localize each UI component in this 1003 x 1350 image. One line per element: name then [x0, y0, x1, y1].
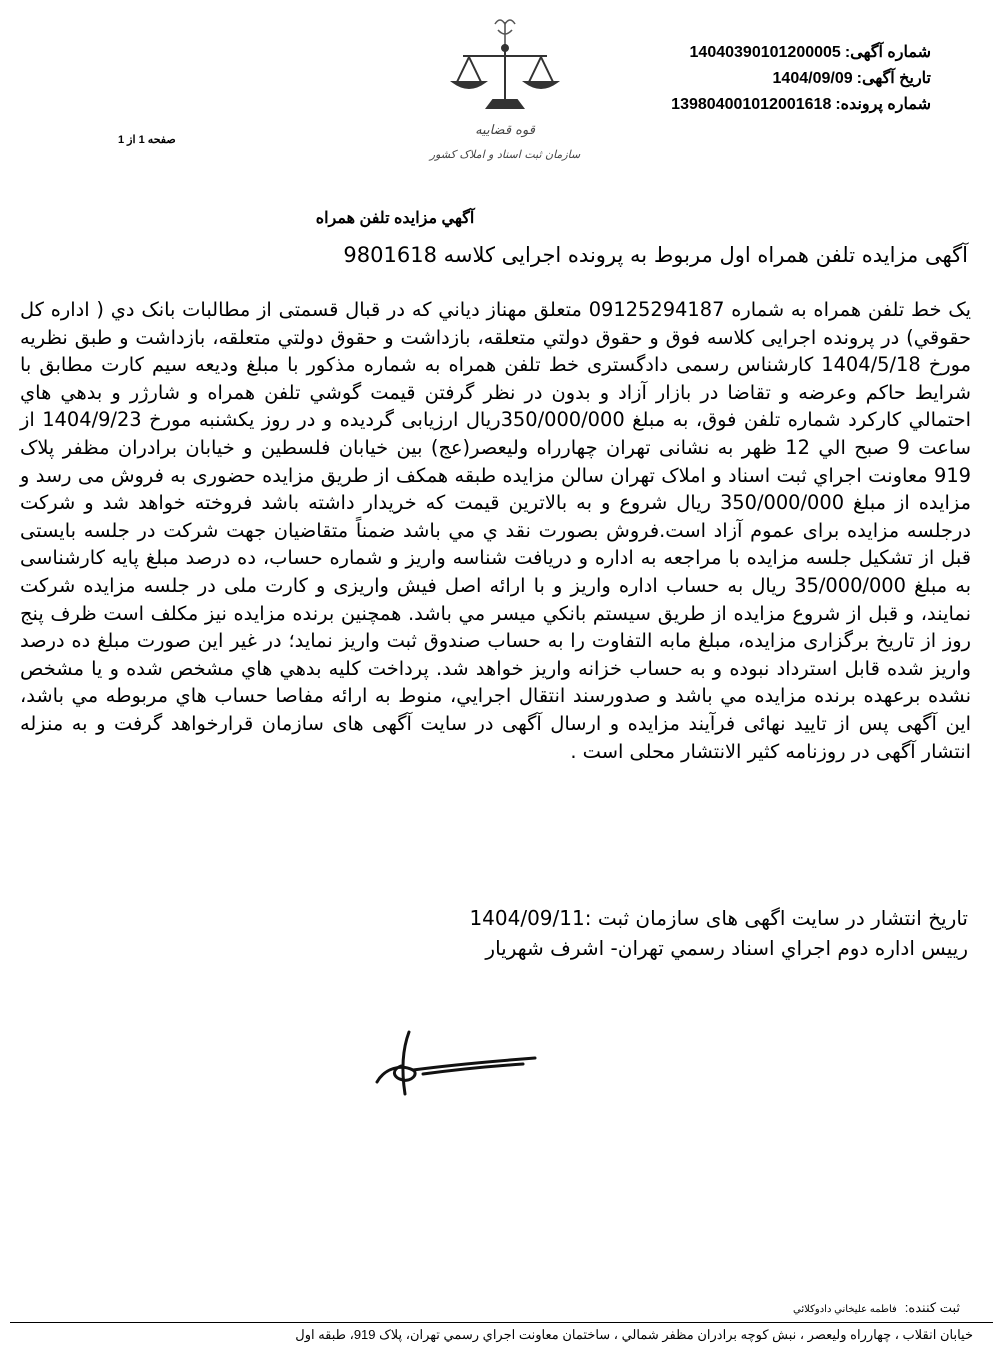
publish-date-line: تاریخ انتشار در سایت اگهی های سازمان ثبت :1404/09/11	[469, 906, 968, 930]
document-title: آگهی مزایده تلفن همراه اول مربوط به پرونده اجرایی کلاسه 9801618	[343, 243, 968, 267]
address-line: خيابان انقلاب ، چهارراه وليعصر ، نبش كوچه برادران مظفر شمالي ، ساختمان معاونت اجراي رسمي تهران، پلاک 919، طبقه اول	[295, 1327, 973, 1342]
ad-number-row	[671, 40, 931, 66]
logo-line-1: قوه قضاییه	[475, 123, 535, 138]
document-body: یک خط تلفن همراه به شماره 09125294187 متعلق مهناز دياني که در قبال قسمتی از مطالبات بانک دي ( اداره کل حقوقي) در پرونده اجرایی کلاسه فوق و حقوق دولتي متعلقه، بازداشت و حقوق دولتي متعلقه، بازداشت و طبق نظریه مورخ 1404/5/18 کارشناس رسمی دادگستری خط تلفن همراه به شماره مذکور با مبلغ وديعه سيم کارت مطابق با شرايط حاکم وعرضه و تقاضا در بازار آزاد و بدون در نظر گرفتن قيمت گوشي تلفن همراه و شارژر و بدهي هاي احتمالي کارکرد شماره تلفن فوق، به مبلغ 350/000/000ريال ارزیابی گرديده و در روز یکشنبه مورخ 1404/9/23 از ساعت 9 صبح الي 12 ظهر به نشانی تهران چهارراه وليعصر(عج) بين خيابان فلسطين و خيابان برادران مظفر پلاک 919 معاونت اجراي ثبت اسناد و املاک تهران سالن مزايده طبقه همکف از طريق مزايده حضوری به فروش می رسد و مزایده از مبلغ 350/000/000 ريال شروع و به بالاترين قيمت که خريدار داشته باشد فروخته خواهد شد و شرکت درجلسه مزايده برای عموم آزاد است.فروش بصورت نقد ي مي باشد ضمناً متقاضيان جهت شرکت در جلسه بايستی قبل از تشکيل جلسه مزايده با مراجعه به اداره و دريافت شناسه واريز و شماره حساب، ده درصد مبلغ پايه کارشناسی به مبلغ 35/000/000 ريال به حساب اداره واريز و با ارائه اصل فيش واريزی و کارت ملی در جلسه مزايده شرکت نمايند، و قبل از شروع مزايده از طريق سيستم بانکي ميسر مي باشد. همچنين برنده مزايده نيز مکلف است ظرف پنج روز از تاريخ برگزاری مزايده، مبلغ مابه التفاوت را به حساب صندوق ثبت واريز نمايد؛ در غير اين صورت مبلغ ده درصد واريز شده قابل استرداد نبوده و به حساب خزانه واريز خواهد شد. پرداخت کليه بدهي هاي مشخص شده و يا مشخص نشده برعهده برنده مزايده مي باشد و صدورسند انتقال اجرايي، منوط به ارائه مفاصا حساب هاي مربوطه مي باشد، اين آگهی پس از تاييد نهائی فرآيند مزايده و ارسال آگهی در سايت آگهی های سازمان قرارخواهد گرفت و به منزله انتشار آگهی در روزنامه کثير الانتشار محلی است .	[20, 298, 972, 763]
ad-number-label: شماره آگهی:	[844, 44, 931, 61]
ad-date: 1404/09/09	[772, 70, 853, 87]
ad-number: 14040390101200005	[689, 44, 841, 61]
case-number: 139804001012001618	[671, 96, 832, 113]
sender-label: ثبت كننده:	[904, 1300, 960, 1315]
page-number: صفحه 1 از 1	[118, 134, 176, 146]
judiciary-emblem-scales-icon	[405, 10, 605, 170]
case-number-label: شماره پرونده:	[835, 96, 931, 113]
header-meta	[671, 40, 931, 118]
signature-icon	[363, 1028, 538, 1100]
sender-line	[560, 1300, 960, 1316]
signer-line: رييس اداره دوم اجراي اسناد رسمي تهران- اشرف شهريار	[485, 936, 968, 960]
ad-date-label: تاریخ آگهی:	[856, 70, 931, 87]
sender-name: فاطمه عليخاني دادوكلائي	[793, 1304, 897, 1315]
case-number-row	[671, 92, 931, 118]
document-footer	[68, 903, 968, 963]
logo-line-2: سازمان ثبت اسناد و املاک کشور	[429, 148, 581, 161]
ad-date-row	[671, 66, 931, 92]
document-heading: آگهي مزايده تلفن همراه	[315, 210, 475, 227]
footer-divider	[10, 1322, 993, 1323]
